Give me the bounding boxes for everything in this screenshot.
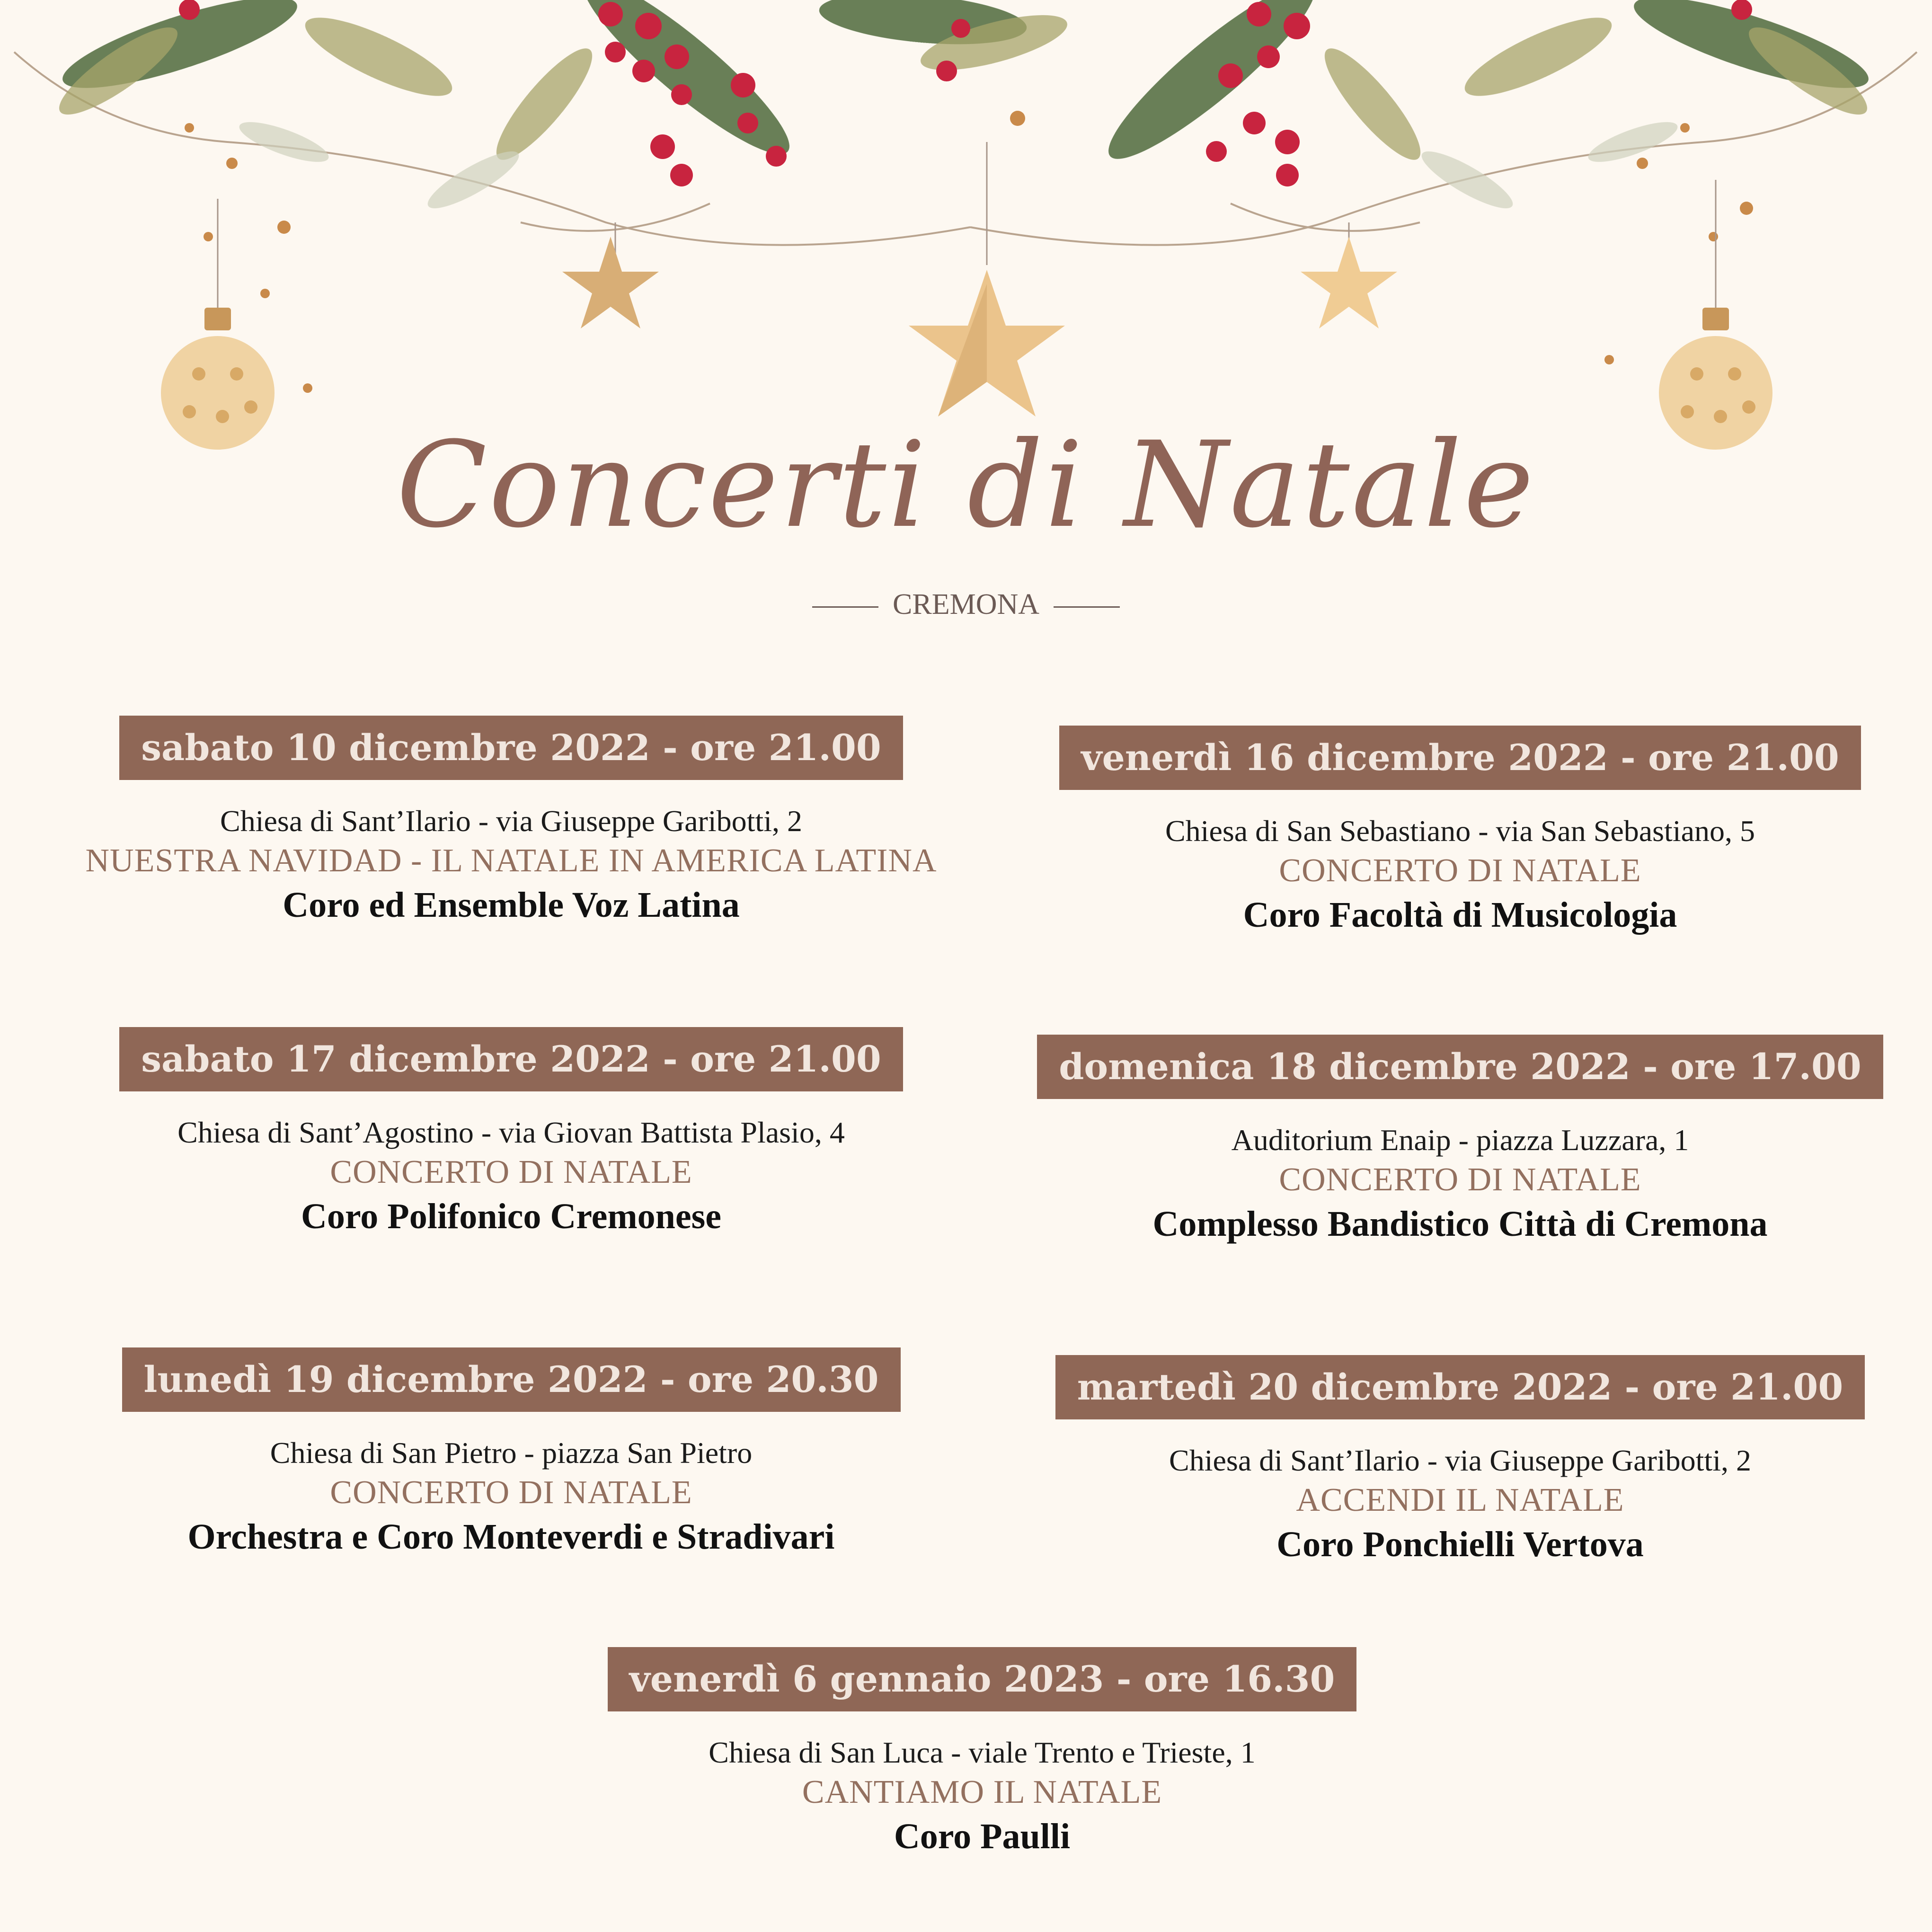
event-date: venerdì 6 gennaio 2023 - ore 16.30 <box>608 1647 1357 1711</box>
event-date: lunedì 19 dicembre 2022 - ore 20.30 <box>122 1347 901 1412</box>
event-performer: Coro Polifonico Cremonese <box>301 1196 721 1237</box>
event-program: CONCERTO DI NATALE <box>1279 852 1641 889</box>
event-venue: Chiesa di San Luca - viale Trento e Trieste, 1 <box>709 1736 1256 1769</box>
event-card <box>987 1355 1932 1565</box>
event-venue: Chiesa di Sant’Ilario - via Giuseppe Garibotti, 2 <box>1169 1444 1751 1477</box>
event-performer: Coro ed Ensemble Voz Latina <box>283 885 740 925</box>
event-program: CONCERTO DI NATALE <box>330 1154 692 1191</box>
event-program: ACCENDI IL NATALE <box>1296 1482 1624 1519</box>
event-venue: Chiesa di San Sebastiano - via San Sebastiano, 5 <box>1165 814 1755 848</box>
berry-cluster-icon <box>179 0 1752 186</box>
event-program: CANTIAMO IL NATALE <box>802 1774 1162 1811</box>
event-venue: Chiesa di Sant’Agostino - via Giovan Battista Plasio, 4 <box>177 1116 845 1149</box>
subtitle-text: CREMONA <box>892 588 1040 620</box>
subtitle-rule-left <box>812 606 878 608</box>
page-title: Concerti di Natale <box>396 416 1536 554</box>
event-performer: Coro Ponchielli Vertova <box>1276 1524 1644 1565</box>
ornament-thread-icon <box>218 142 1716 308</box>
event-date: domenica 18 dicembre 2022 - ore 17.00 <box>1037 1035 1883 1099</box>
page-subtitle <box>0 590 1932 619</box>
event-date: sabato 10 dicembre 2022 - ore 21.00 <box>119 716 903 780</box>
event-date: venerdì 16 dicembre 2022 - ore 21.00 <box>1059 726 1861 790</box>
event-program: NUESTRA NAVIDAD - IL NATALE IN AMERICA LATINA <box>85 842 937 879</box>
star-ornament-icon <box>562 237 1397 417</box>
event-card <box>509 1647 1455 1857</box>
event-venue: Chiesa di Sant’Ilario - via Giuseppe Garibotti, 2 <box>220 804 802 838</box>
event-program: CONCERTO DI NATALE <box>330 1474 692 1511</box>
event-card <box>38 1347 984 1557</box>
event-venue: Chiesa di San Pietro - piazza San Pietro <box>270 1436 753 1470</box>
event-performer: Complesso Bandistico Città di Cremona <box>1152 1204 1768 1244</box>
garland-decoration <box>0 0 1932 473</box>
event-card <box>987 1035 1932 1244</box>
event-performer: Orchestra e Coro Monteverdi e Stradivari <box>187 1517 835 1557</box>
event-card <box>38 716 984 925</box>
event-date: martedì 20 dicembre 2022 - ore 21.00 <box>1055 1355 1865 1419</box>
event-performer: Coro Facoltà di Musicologia <box>1243 895 1677 935</box>
event-card <box>987 726 1932 935</box>
subtitle-rule-right <box>1054 606 1120 608</box>
event-program: CONCERTO DI NATALE <box>1279 1161 1641 1198</box>
event-venue: Auditorium Enaip - piazza Luzzara, 1 <box>1231 1123 1689 1157</box>
event-date: sabato 17 dicembre 2022 - ore 21.00 <box>119 1027 903 1091</box>
event-performer: Coro Paulli <box>894 1817 1071 1857</box>
event-card <box>38 1027 984 1237</box>
